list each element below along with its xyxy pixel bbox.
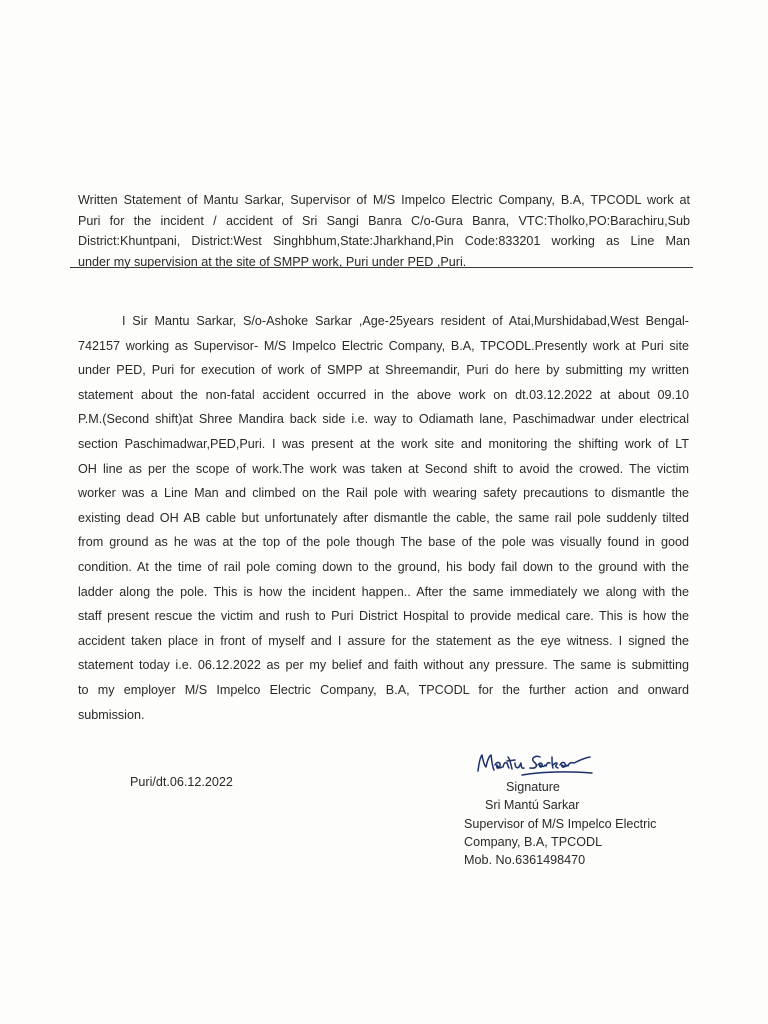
- statement-heading: [78, 190, 690, 272]
- body-line-11: condition. At the time of rail pole coming down to the ground, his body fail down to the ground with the: [78, 559, 689, 574]
- body-line-5: P.M.(Second shift)at Shree Mandira back side i.e. way to Odiamath lane, Paschimadwar under electrical: [78, 412, 689, 427]
- place-date: Puri/dt.06.12.2022: [130, 775, 233, 789]
- body-line-8: worker was a Line Man and climbed on the Rail pole with wearing safety precautions to dismantle the: [78, 486, 689, 501]
- body-line-9: existing dead OH AB cable but unfortunately after dismantle the cable, the same rail pole suddenly tilted: [78, 510, 689, 525]
- body-line-4: statement about the non-fatal accident occurred in the above work on dt.03.12.2022 at about 09.10: [78, 387, 689, 402]
- signatory-designation-line-2: Company, B.A, TPCODL: [464, 834, 603, 849]
- body-line-12: ladder along the pole. This is how the incident happen.. After the same immediately we along with the: [78, 584, 689, 599]
- signatory-name: Sri Mantú Sarkar: [485, 798, 580, 813]
- statement-body: [78, 309, 689, 727]
- body-line-6: section Paschimadwar,PED,Puri. I was present at the work site and monitoring the shifting work of LT: [78, 436, 689, 451]
- signatory-mobile: Mob. No.6361498470: [464, 853, 586, 868]
- body-line-7: OH line as per the scope of work.The work was taken at Second shift to avoid the crowed. The victim: [78, 461, 689, 476]
- heading-line-3: District:Khuntpani, District:West Singhbhum,State:Jharkhand,Pin Code:833201 working as Line Man: [78, 234, 690, 248]
- body-line-14: accident taken place in front of myself and I assure for the statement as the eye witness. I signed the: [78, 633, 689, 648]
- heading-underline: [70, 267, 693, 268]
- body-line-3: under PED, Puri for execution of work of SMPP at Shreemandir, Puri do here by submitting my written: [78, 363, 689, 378]
- signature-label: Signature: [506, 780, 560, 794]
- body-line-17: submission.: [78, 707, 145, 722]
- heading-line-4: under my supervision at the site of SMPP work, Puri under PED ,Puri.: [78, 254, 467, 269]
- body-line-10: from ground as he was at the top of the pole though The base of the pole was visually found in good: [78, 535, 689, 550]
- body-line-15: statement today i.e. 06.12.2022 as per my belief and faith without any pressure. The same is submitting: [78, 658, 689, 673]
- body-line-2: 742157 working as Supervisor- M/S Impelco Electric Company, B.A, TPCODL.Presently work at Puri site: [78, 338, 689, 353]
- signature-block: [464, 778, 656, 869]
- heading-line-1: Written Statement of Mantu Sarkar, Supervisor of M/S Impelco Electric Company, B.A, TPCODL work at: [78, 193, 690, 207]
- body-line-13: staff present rescue the victim and rush to Puri District Hospital to provide medical care. This is how the: [78, 609, 689, 624]
- signatory-designation-line-1: Supervisor of M/S Impelco Electric: [464, 816, 657, 831]
- body-line-1: I Sir Mantu Sarkar, S/o-Ashoke Sarkar ,Age-25years resident of Atai,Murshidabad,West Bengal-: [122, 314, 689, 328]
- body-line-16: to my employer M/S Impelco Electric Company, B.A, TPCODL for the further action and onward: [78, 682, 689, 697]
- heading-line-2: Puri for the incident / accident of Sri Sangi Banra C/o-Gura Banra, VTC:Tholko,PO:Barachiru,Sub: [78, 213, 690, 228]
